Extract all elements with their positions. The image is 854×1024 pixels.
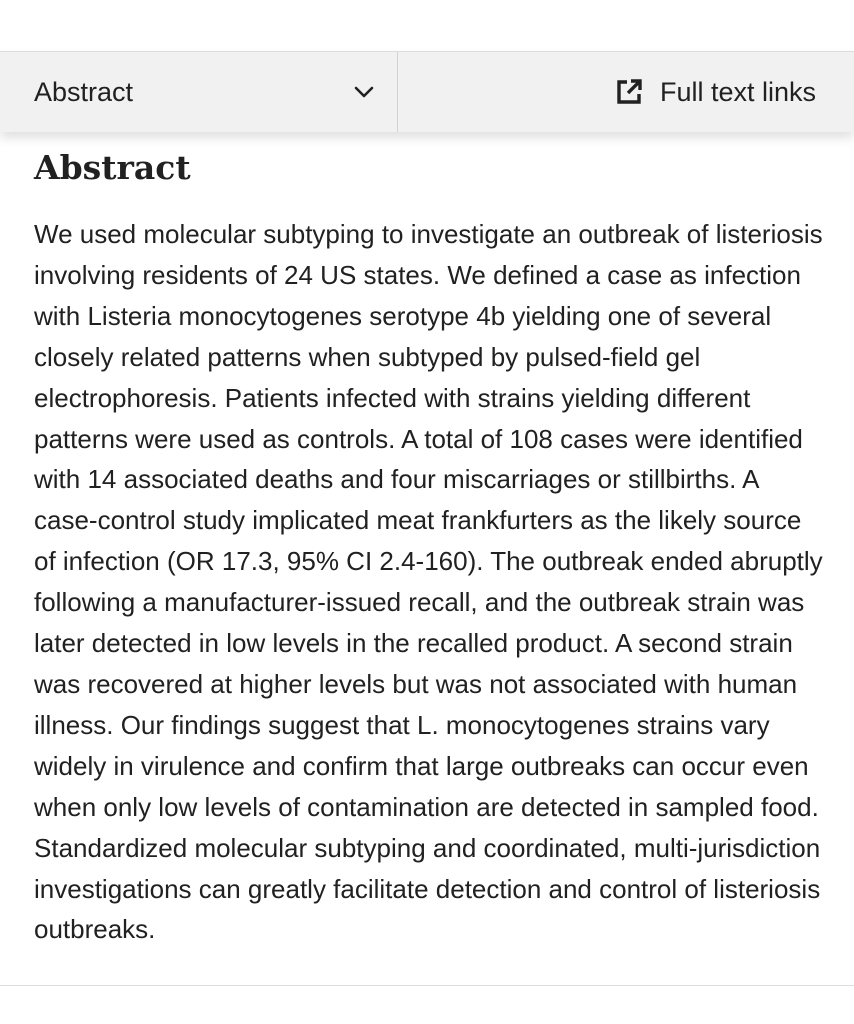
sticky-toolbar	[0, 51, 854, 132]
abstract-text: We used molecular subtyping to investigate an outbreak of listeriosis involving residents of 24 US states. We defined a case as infection with Listeria monocytogenes serotype 4b yielding one of several closely related patterns when subtyped by pulsed-field gel electrophoresis. Patients infected with strains yielding different patterns were used as controls. A total of 108 cases were identified with 14 associated deaths and four miscarriages or stillbirths. A case-control study implicated meat frankfurters as the likely source of infection (OR 17.3, 95% CI 2.4-160). The outbreak ended abruptly following a manufacturer-issued recall, and the outbreak strain was later detected in low levels in the recalled product. A second strain was recovered at higher levels but was not associated with human illness. Our findings suggest that L. monocytogenes strains vary widely in virulence and confirm that large outbreaks can occur even when only low levels of contamination are detected in sampled food. Standardized molecular subtyping and coordinated, multi-jurisdiction investigations can greatly facilitate detection and control of listeriosis outbreaks.	[34, 219, 823, 945]
full-text-links-button[interactable]	[398, 52, 854, 132]
external-link-icon	[616, 79, 642, 105]
chevron-down-icon	[351, 79, 377, 105]
full-text-links-label: Full text links	[659, 76, 816, 107]
divider	[0, 985, 854, 986]
section-select-dropdown[interactable]	[0, 52, 398, 132]
section-select-label: Abstract	[34, 76, 134, 107]
abstract-section	[34, 144, 824, 950]
abstract-heading: Abstract	[34, 148, 191, 187]
